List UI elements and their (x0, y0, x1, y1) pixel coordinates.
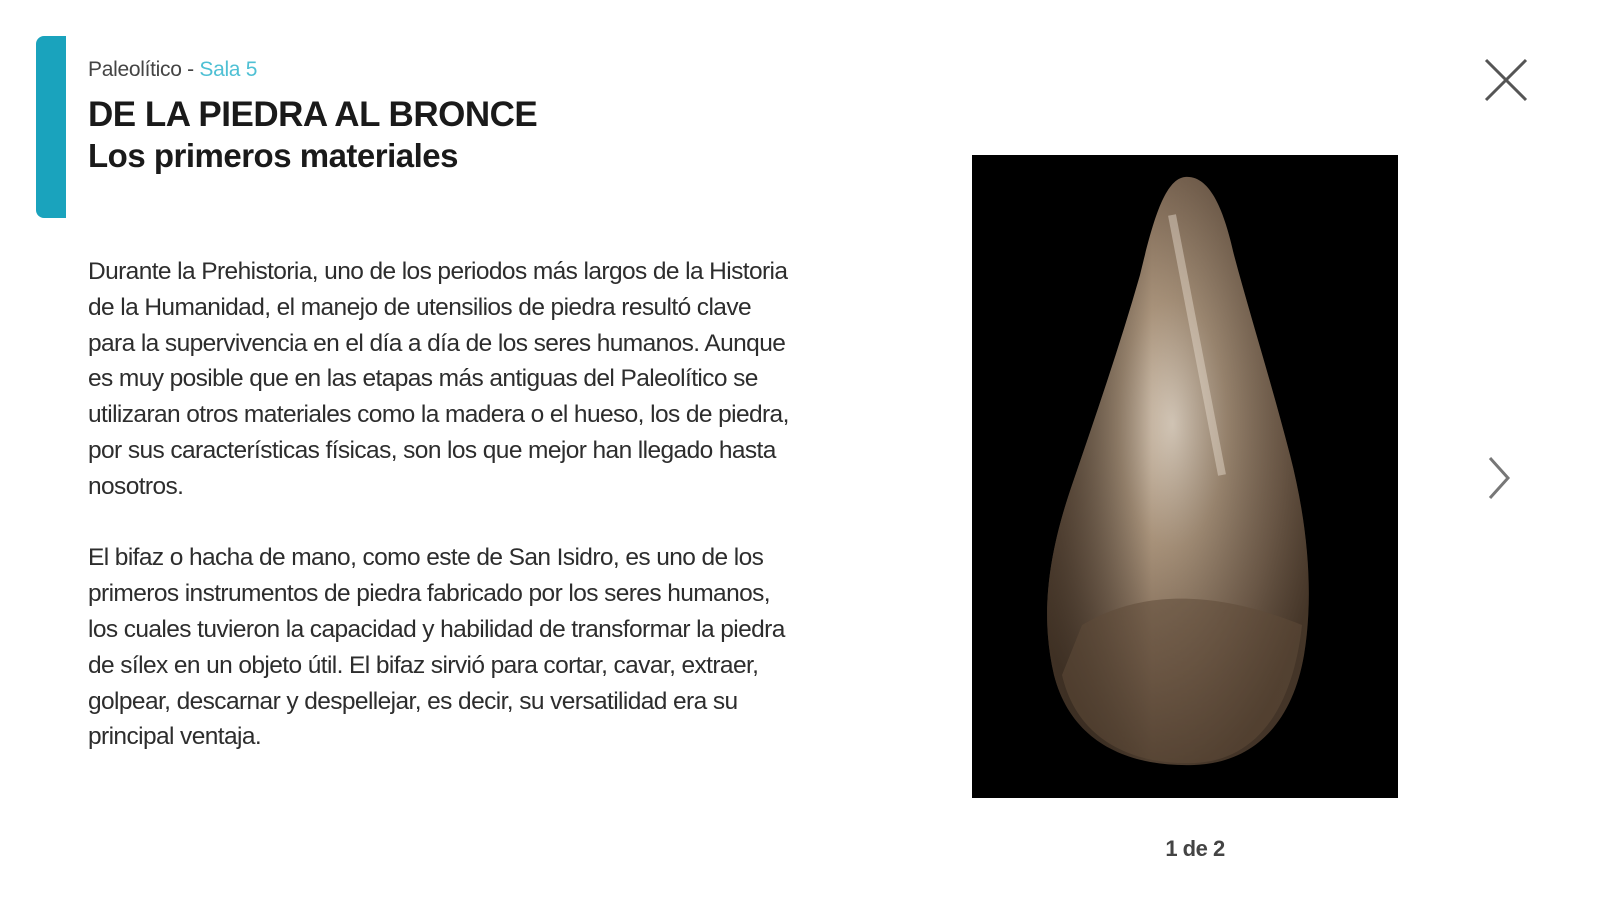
close-icon (1480, 54, 1532, 106)
description-text[interactable] (88, 254, 798, 800)
breadcrumb-room-link[interactable]: Sala 5 (199, 58, 258, 81)
next-image-button[interactable] (1480, 452, 1516, 504)
breadcrumb-separator: - (181, 58, 200, 81)
page-subtitle: Los primeros materiales (88, 137, 458, 174)
artifact-image (972, 155, 1398, 798)
page-title: DE LA PIEDRA AL BRONCE (88, 95, 538, 134)
close-button[interactable] (1480, 54, 1532, 106)
chevron-right-icon (1480, 452, 1516, 504)
breadcrumb (88, 58, 537, 82)
hand-axe-image (972, 155, 1398, 798)
paragraph: Durante la Prehistoria, uno de los periodos más largos de la Historia de la Humanidad, el manejo de utensilios de piedra resultó clave para la supervivencia en el día a día de los seres humanos. Aunque es muy posible que en las etapas más antiguas del Paleolítico se utilizaran otros materiales como la madera o el hueso, los de piedra, por sus características físicas, son los que mejor han llegado hasta nosotros. (88, 258, 789, 500)
accent-bar (36, 36, 66, 218)
paragraph: El bifaz o hacha de mano, como este de San Isidro, es uno de los primeros instrumentos de piedra fabricado por los seres humanos, los cuales tuvieron la capacidad y habilidad de transformar la piedra de sílex en un objeto útil. El bifaz sirvió para cortar, cavar, extraer, golpear, descarnar y despellejar, es decir, su versatilidad era su principal ventaja. (88, 544, 785, 751)
image-counter: 1 de 2 (1165, 836, 1225, 861)
header (88, 58, 537, 176)
breadcrumb-period: Paleolítico (88, 58, 182, 81)
